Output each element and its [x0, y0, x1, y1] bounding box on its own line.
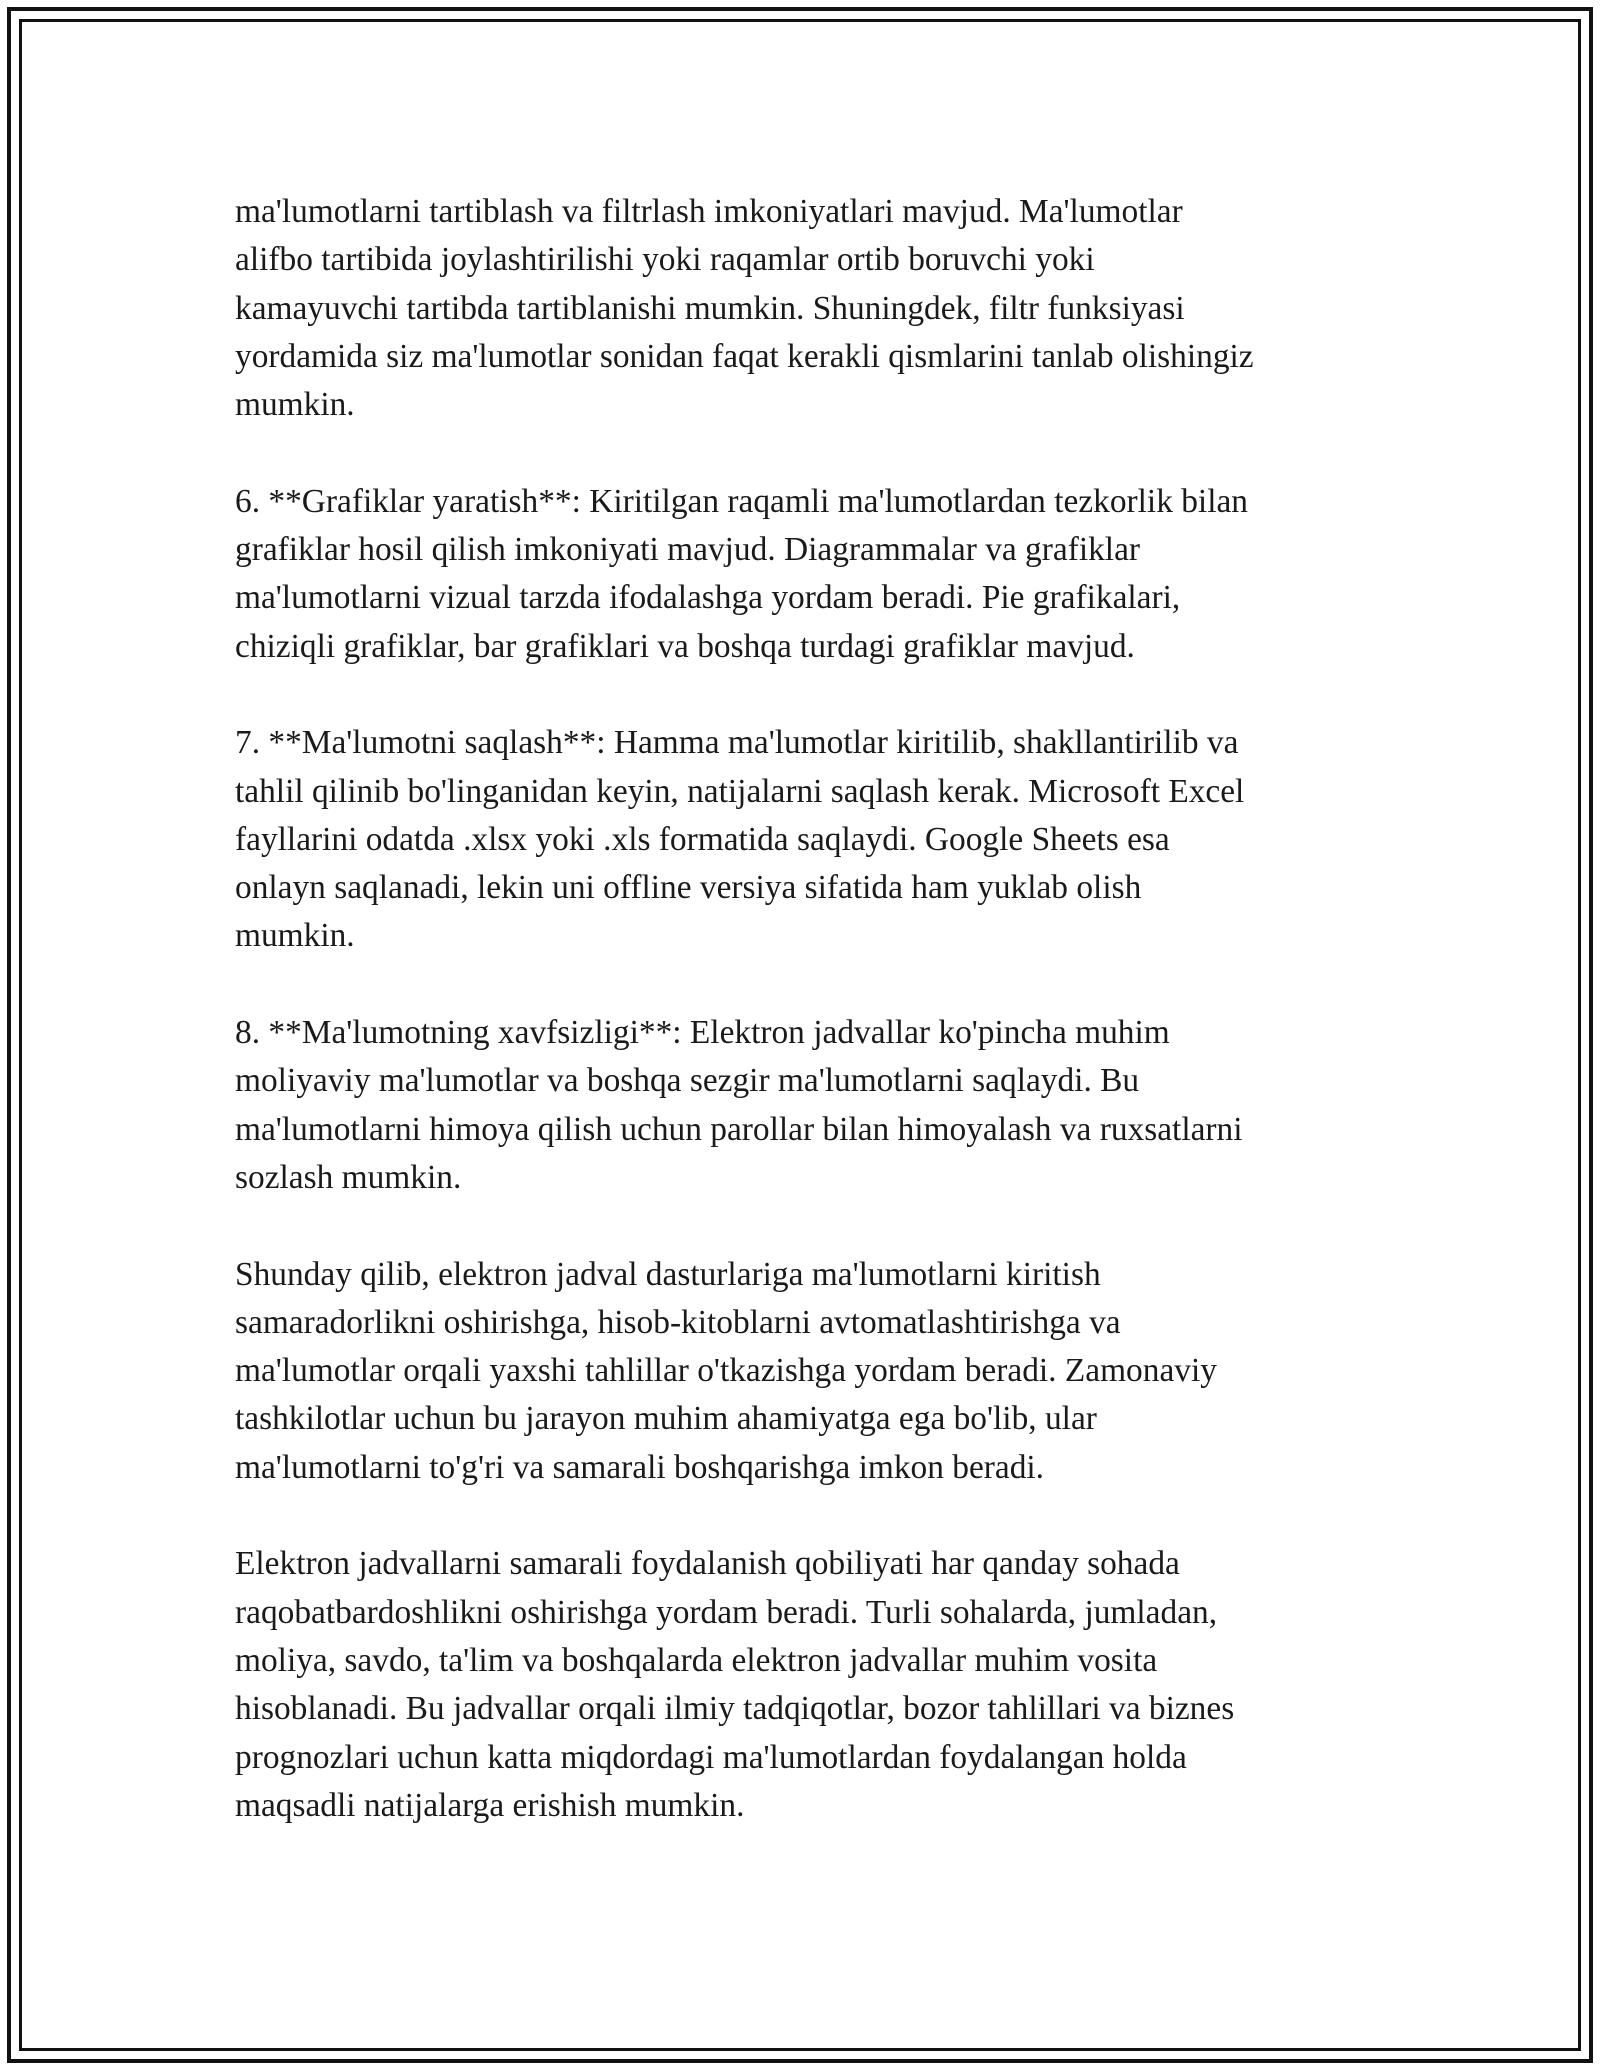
paragraph-data-security: 8. **Ma'lumotning xavfsizligi**: Elektron jadvallar ko'pincha muhim moliyaviy ma'lumotlar va boshqa sezgir ma'lumotlarni saqlaydi. Bu ma'lumotlarni himoya qilish uchun parollar bilan himoyalash va ruxsatlarni sozlash mumkin.	[235, 1014, 1243, 1196]
paragraph-saving-data: 7. **Ma'lumotni saqlash**: Hamma ma'lumotlar kiritilib, shakllantirilib va tahlil qilinib bo'linganidan keyin, natijalarni saqlash kerak. Microsoft Excel fayllarini odatda .xlsx yoki .xls formatida saqlaydi. Google Sheets esa onlayn saqlanadi, lekin uni offline versiya sifatida ham yuklab olish mumkin.	[235, 724, 1245, 955]
paragraph-closing: Elektron jadvallarni samarali foydalanish qobiliyati har qanday sohada raqobatbardoshlikni oshirishga yordam beradi. Turli sohalarda, jumladan, moliya, savdo, ta'lim va boshqalarda elektron jadvallar muhim vosita hisoblanadi. Bu jadvallar orqali ilmiy tadqiqotlar, bozor tahlillari va biznes prognozlari uchun katta miqdordagi ma'lumotlardan foydalangan holda maqsadli natijalarga erishish mumkin.	[235, 1545, 1235, 1824]
paragraph-charts: 6. **Grafiklar yaratish**: Kiritilgan raqamli ma'lumotlardan tezkorlik bilan grafiklar hosil qilish imkoniyati mavjud. Diagrammalar va grafiklar ma'lumotlarni vizual tarzda ifodalashga yordam beradi. Pie grafikalari, chiziqli grafiklar, bar grafiklari va boshqa turdagi grafiklar mavjud.	[235, 482, 1249, 665]
paragraph-conclusion: Shunday qilib, elektron jadval dasturlariga ma'lumotlarni kiritish samaradorlikni oshirishga, hisob-kitoblarni avtomatlashtirishga va ma'lumotlar orqali yaxshi tahlillar o'tkazishga yordam beradi. Zamonaviy tashkilotlar uchun bu jarayon muhim ahamiyatga ega bo'lib, ular ma'lumotlarni to'g'ri va samarali boshqarishga imkon beradi.	[235, 1255, 1217, 1486]
document-body	[235, 188, 1375, 1830]
paragraph-sorting-filtering: ma'lumotlarni tartiblash va filtrlash imkoniyatlari mavjud. Ma'lumotlar alifbo tartibida joylashtirilishi yoki raqamlar ortib boruvchi yoki kamayuvchi tartibda tartiblanishi mumkin. Shuningdek, filtr funksiyasi yordamida siz ma'lumotlar sonidan faqat kerakli qismlarini tanlab olishingiz mumkin.	[235, 193, 1254, 424]
